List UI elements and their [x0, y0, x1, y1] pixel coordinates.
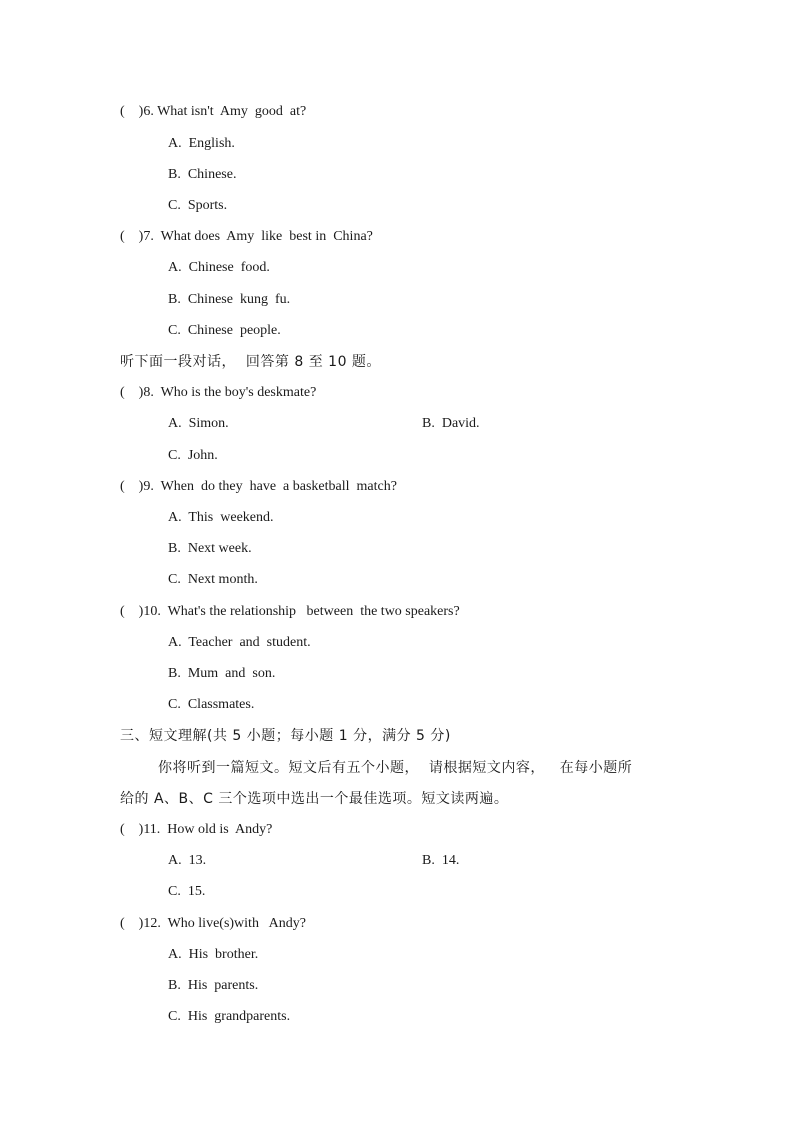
question-6-option-a: A. English. [168, 136, 235, 151]
section-3-instruction-line-2: 给的 A、B、C 三个选项中选出一个最佳选项。短文读两遍。 [120, 791, 509, 807]
question-9-option-c: C. Next month. [168, 572, 258, 587]
question-8-option-b: B. David. [422, 416, 480, 431]
question-7-option-b: B. Chinese kung fu. [168, 292, 291, 307]
question-11-stem: ( )11. How old is Andy? [120, 822, 273, 837]
question-11-option-c: C. 15. [168, 884, 206, 899]
question-6-option-b: B. Chinese. [168, 167, 237, 182]
question-11-option-b: B. 14. [422, 853, 460, 868]
question-12-stem: ( )12. Who live(s)with Andy? [120, 916, 306, 931]
question-10-option-b: B. Mum and son. [168, 666, 276, 681]
question-12-option-a: A. His brother. [168, 947, 259, 962]
instruction-8-10: 听下面一段对话， 回答第 8 至 10 题。 [120, 354, 381, 370]
question-8-option-a: A. Simon. [168, 416, 229, 431]
question-10-option-c: C. Classmates. [168, 697, 255, 712]
question-10-option-a: A. Teacher and student. [168, 635, 311, 650]
question-11-option-a: A. 13. [168, 853, 207, 868]
question-6-option-c: C. Sports. [168, 198, 228, 213]
question-9-option-b: B. Next week. [168, 541, 252, 556]
section-3-title: 三、短文理解(共 5 小题；每小题 1 分，满分 5 分) [120, 728, 451, 744]
question-8-stem: ( )8. Who is the boy's deskmate? [120, 385, 317, 400]
question-12-option-c: C. His grandparents. [168, 1009, 291, 1024]
question-7-option-c: C. Chinese people. [168, 323, 281, 338]
question-7-stem: ( )7. What does Amy like best in China? [120, 229, 373, 244]
question-6-stem: ( )6. What isn't Amy good at? [120, 104, 307, 119]
question-10-stem: ( )10. What's the relationship between the two speakers? [120, 604, 460, 619]
question-9-stem: ( )9. When do they have a basketball match? [120, 479, 397, 494]
question-12-option-b: B. His parents. [168, 978, 259, 993]
question-9-option-a: A. This weekend. [168, 510, 274, 525]
question-7-option-a: A. Chinese food. [168, 260, 270, 275]
section-3-instruction-line-1: 你将听到一篇短文。短文后有五个小题， 请根据短文内容， 在每小题所 [158, 760, 633, 776]
question-8-option-c: C. John. [168, 448, 218, 463]
